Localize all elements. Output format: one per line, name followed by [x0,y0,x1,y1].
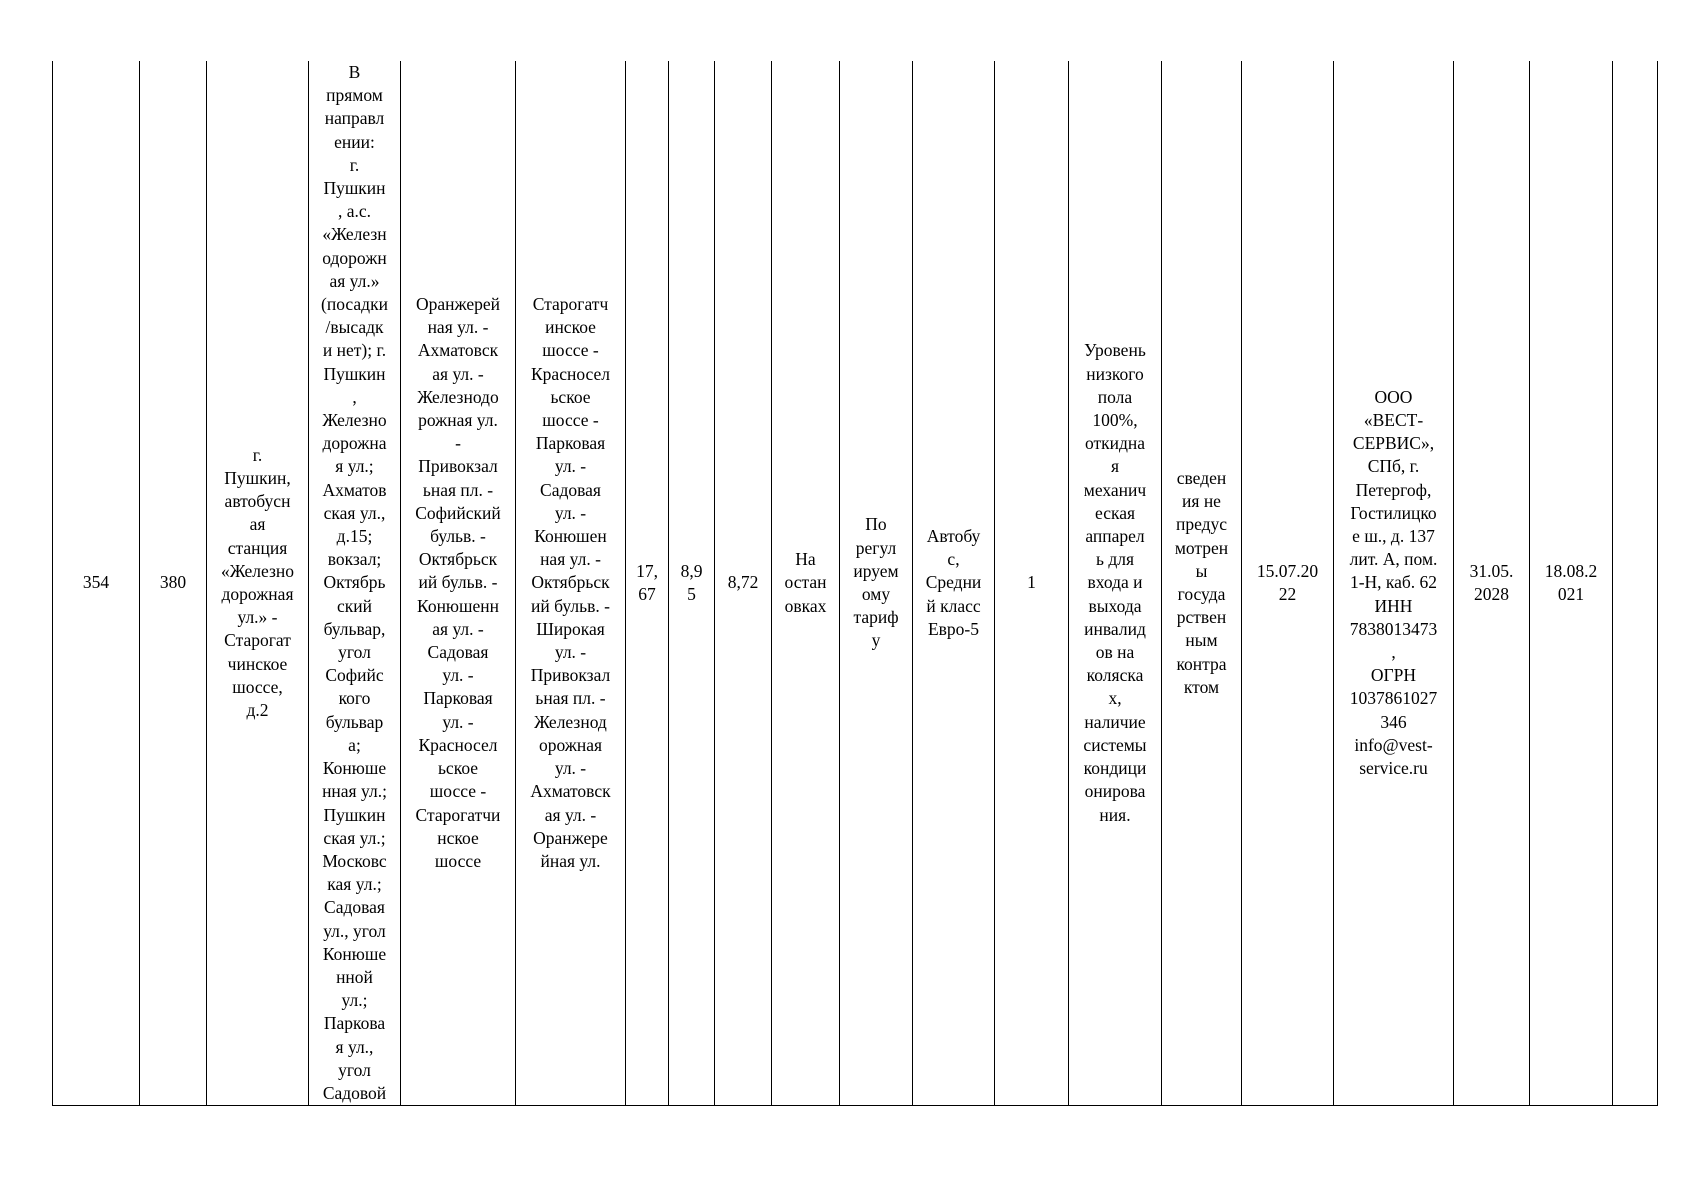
cell-start-date: 15.07.20 22 [1242,61,1334,1106]
cell-vehicle-characteristics: Уровень низкого пола 100%, откидна я механич еская аппарел ь для входа и выхода инвалид ов на коляска х, наличие системы кондици онирова ния. [1069,61,1162,1106]
cell-streets-forward: Оранжерей ная ул. - Ахматовск ая ул. - Железнодо рожная ул. - Привокзал ьная пл. - Софийский бульв. - Октябрьск ий бульв. - Конюшенн ая ул. - Садовая ул. - Парковая ул. - Красносел ьское шоссе - Старогатчи нское шоссе [401,61,516,1106]
cell-streets-backward: Старогатч инское шоссе - Красносел ьское шоссе - Парковая ул. - Садовая ул. - Конюшен ная ул. - Октябрьск ий бульв. - Широкая ул. - Привокзал ьная пл. - Железнод орожная ул. - Ахматовск ая ул. - Оранжере йная ул. [516,61,626,1106]
cell-length-backward: 8,9 5 [669,61,715,1106]
cell-route-name: г. Пушкин, автобусн ая станция «Железно дорожная ул.» - Старогат чинское шоссе, д.2 [207,61,309,1106]
table-row [53,61,1658,1106]
cell-extra [1613,61,1658,1106]
cell-row-number: 354 [53,61,140,1106]
registry-sheet [52,61,1657,1103]
cell-tariff: По регул ируем ому тариф у [840,61,913,1106]
cell-length-other: 8,72 [715,61,772,1106]
cell-carrier: ООО «ВЕСТ- СЕРВИС», СПб, г. Петергоф, Гостилицко е ш., д. 137 лит. А, пом. 1-Н, каб. 62 ИНН 7838013473 , ОГРН 1037861027 346 info@vest- service.ru [1334,61,1454,1106]
cell-length-forward: 17, 67 [626,61,669,1106]
cell-contract-info: сведен ия не предус мотрен ы госуда рствен ным контра ктом [1162,61,1242,1106]
cell-boarding-order: На остан овках [772,61,840,1106]
cell-end-date: 31.05. 2028 [1454,61,1530,1106]
cell-stops: В прямом направл ении: г. Пушкин , а.с. «Железн одорожн ая ул.» (посадки /высадк и нет); г. Пушкин , Железно дорожна я ул.; Ахматов ская ул., д.15; вокзал; Октябрь ский бульвар, угол Софийс кого бульвар а; Конюше нная ул.; Пушкин ская ул.; Московс кая ул.; Садовая ул., угол Конюше нной ул.; Паркова я ул., угол Садовой [309,61,401,1106]
route-registry-table [52,61,1658,1106]
cell-route-reg-number: 380 [140,61,207,1106]
cell-decision-date: 18.08.2 021 [1530,61,1613,1106]
cell-vehicle-count: 1 [995,61,1069,1106]
cell-vehicle-type: Автобу с, Средни й класс Евро-5 [913,61,995,1106]
